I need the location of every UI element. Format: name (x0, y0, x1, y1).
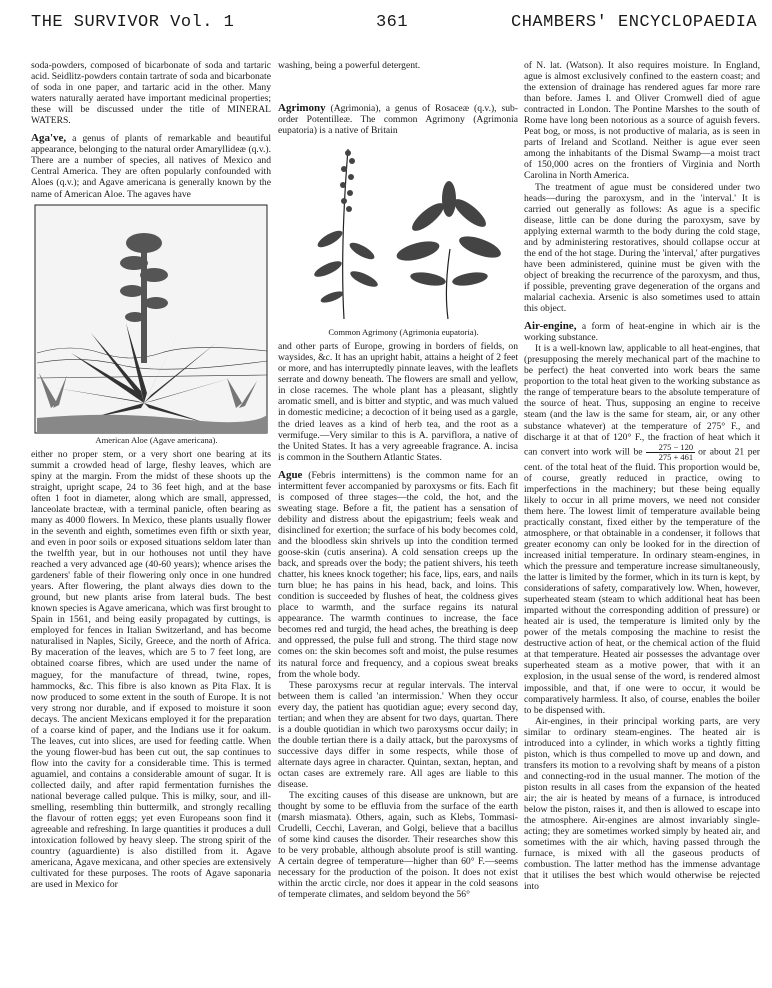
column-3 (524, 60, 760, 892)
fraction-numerator: 275 − 120 (646, 443, 696, 453)
ague-paragraph-3: The exciting causes of this disease are unknown, but are thought by some to be effluvia from the surface of the earth (marsh miasmata). Others, again, such as Klebs, Tommasi-Crudelli, Cecchi, Laveran, and Golgi, believe that a bacillus of some kind causes the disorder. Their researches show this to be very probable, although absolute proof is still wanting. A certain degree of temperature—higher than 60° F.—seems necessary for the production of the poison. It does not exist within the arctic circle, nor does it appear in the cold seasons of temperate climates, and seldom beyond the 56° (278, 790, 518, 901)
agrimony-headword: Agrimony (278, 102, 326, 115)
fraction-denominator: 275 + 461 (658, 451, 694, 462)
page-number: 361 (375, 13, 409, 32)
air-engine-law-text-cont: or about 21 per cent. of the total heat of the fluid. This proportion would be, of course, greatly reduced in practice, owing to imperfections in the machinery; but these being equally likely to occur in all prime movers, we need not consider them here. The lowest limit of temperature available being practically constant, fixed either by the temperature of the atmosphere, or that obtainable in a condenser, it follows that greater economy can only be looked for in the direction of increased initial temperature. In ordinary steam-engines, in which the pressure and temperature increase simultaneously, the latter is limited by the former, which in its turn is kept, by considerations of safety, comparatively low. When, however, superheated steam (steam to which additional heat has been imparted without the corresponding addition of pressure) or heated air is used, the temperature is limited only by the power of the metals composing the machine to resist the destructive action of heat, or the chemical action of the fluid at that temperature. Heated air possesses the advantage over superheated steam as a motive power, that with it an explosion, in the usual sense of the word, is rendered almost impossible, and that, if one were to occur, it would be comparatively harmless. It also, of course, enables the boiler to be dispensed with. (524, 446, 760, 716)
agave-continued: either no proper stem, or a very short one bearing at its summit a crowded head of large, fleshy leaves, which are spiny at the margin. From the midst of these shoots up the straight, upright scape, 24 to 36 feet high, and at the base often 1 foot in diameter, along which are small, appressed, lanceolate bracteæ, with a terminal panicle, often bearing as many as 4000 flowers. In Mexico, these plants usually flower in the seventh and eighth, sometimes even fifth or sixth year, and even in poor soils or exposed situations seldom later than the twelfth year, but in our hothouses not until they have reached a very advanced age (40-60 years); whence arises the gardeners' fable of their flowering only once in one hundred years. After flowering, the plant always dies down to the ground, but new plants arise from lateral buds. The best known species is Agave americana, which was first brought to Spain in 1561, and being easily propagated by cuttings, is employed for fences in Italian Switzerland, and has become naturalised in Naples, Sicily, Greece, and the north of Africa. By maceration of the leaves, which are 5 to 7 feet long, are obtained coarse fibres, which are used under the name of maguey, for the manufacture of thread, twine, ropes, hammocks, &c. This fibre is also known as Pita Flax. It is now produced to some extent in the south of Europe. It is not very strong nor durable, and if exposed to moisture it soon decays. The ancient Mexicans employed it for the preparation of a coarse kind of paper, and the Indians use it for oakum. The leaves, cut into slices, are used for feeding cattle. When the young flower-bud has been cut out, the sap continues to flow into the cavity for a considerable time. This is termed aguamiel, and contains a considerable amount of sugar. It is collected daily, and after rapid fermentation furnishes the national beverage called pulque. This is milky, sour, and ill-smelling, resembling thin buttermilk, and strongly recalling the flavour of rotten eggs; yet even Europeans soon find it agreeable and refreshing. In large quantities it produces a dull intoxication followed by heavy sleep. The strong spirit of the country (aguardiente) is also distilled from it. Agave americana, Agave mexicana, and other species are extensively cultivated for these purposes. The roots of Agave saponaria are used in Mexico for (31, 448, 271, 891)
running-header-right: CHAMBERS' ENCYCLOPAEDIA (511, 13, 758, 32)
air-engine-entry (524, 321, 760, 343)
ague-continued: of N. lat. (Watson). It also requires moisture. In England, ague is almost exclusively confined to the eastern coast; and the extension of drainage has rendered agues far more rare than before. James I. and Oliver Cromwell died of ague contracted in London. The Pontine Marshes to the south of Rome have long been notorious as a source of aguish fevers. Peat bog, or moss, is not productive of malaria, as is seen in parts of Ireland and Scotland. Neither is ague ever seen among the inhabitants of the Dismal Swamp—a moist tract of 150,000 acres on the frontiers of Virginia and North Carolina in North America. (524, 60, 760, 182)
air-engine-paragraph-2 (524, 343, 760, 716)
column-1 (31, 60, 271, 890)
ague-headword: Ague (278, 468, 303, 481)
ague-paragraph-2: These paroxysms recur at regular intervals. The interval between them is called 'an intermission.' When they occur every day, the patient has quotidian ague; every second day, tertian; and when they are absent for two days, quartan. There is a double quotidian in which two paroxysms occur daily; in the double tertian there is a daily attack, but the paroxysms of successive days differ in some respects, while those of alternate days agree in character. Quintan, sextan, heptan, and octan cases are extremely rare. All ages are liable to this disease. (278, 679, 518, 791)
agave-intro: a genus of plants of remarkable and beautiful appearance, belonging to the natural order Amaryllideæ (q.v.). There are a number of species, all natives of Mexico and Central America. They are often popularly confounded with Aloes (q.v.); and Agave americana is generally known by the name of American Aloe. The agaves have (31, 133, 271, 200)
agave-caption: American Aloe (Agave americana). (95, 434, 218, 445)
agave-illustration (31, 203, 271, 435)
air-engine-intro: a form of heat-engine in which air is the working substance. (524, 321, 760, 344)
agrimony-entry (278, 103, 518, 136)
air-engine-paragraph-3: Air-engines, in their principal working parts, are very similar to ordinary steam-engines. The heated air is introduced into a cylinder, in which works a tightly fitting piston, which is thus compelled to move up and down, and transfers its motion to a revolving shaft by means of a piston and connecting-rod in the usual manner. The motion of the piston results in all cases from the expansion of the heated air; the air is heated by means of a furnace, is introduced below the piston, raises it, and then is allowed to escape into the atmosphere. Air-engines are almost invariably single-acting; they are sometimes worked simply by heated air, and sometimes with the air which, having passed through the furnace, is mixed with all the gaseous products of combustion. The latter method has the immense advantage that it utilises the best which would otherwise be rejected into (524, 715, 760, 893)
agave-entry (31, 133, 271, 199)
agrimony-illustration (278, 139, 518, 327)
column-2 (278, 60, 518, 901)
agrimony-caption: Common Agrimony (Agrimonia eupatoria). (328, 327, 479, 338)
air-engine-headword: Air-engine, (524, 320, 577, 333)
agrimony-continued: and other parts of Europe, growing in borders of fields, on waysides, &c. It has an upright habit, attains a height of 2 feet or more, and has interruptedly pinnate leaves, with the leaflets serrate and downy beneath. The flowers are small and yellow, in close racemes. The whole plant has a pleasant, slightly aromatic smell, and is bitter and styptic, and was much valued in domestic medicine; a decoction of it being used as a gargle, the dried leaves as a kind of herb tea, and the root as a vermifuge.—Very similar to this is A. parviflora, a native of the United States. It has a very agreeable fragrance. A. incisa is common in the Southern Atlantic States. (278, 341, 518, 463)
soda-paragraph: soda-powders, composed of bicarbonate of soda and tartaric acid. Seidlitz-powders contain tartrate of soda and bicarbonate of soda in one paper, and tartaric acid in the other. Many waters naturally aerated have important medicinal properties; these will be discussed under the title of MINERAL WATERS. (31, 60, 271, 127)
agave-figure (31, 203, 271, 446)
ague-intro: (Febris intermittens) is the common name for an intermittent fever accompanied by paroxysms or fits. Each fit is composed of three stages—the cold, the hot, and the sweating stage. Before a fit, the patient has a sensation of debility and distress about the epigastrium; feels weak and disinclined for exertion; the surface of his body becomes cold, and the bloodless skin shrivels up into the condition termed goose-skin (cutis anserina). A cold sensation creeps up the back, and spreads over the body; the patient shivers, his teeth chatter, his knees knock together; his face, lips, ears, and nails turn blue; he has pains in his head, back, and loins. This condition is succeeded by flushes of heat, the coldness gives place to warmth, and the surface regains its natural appearance. The warmth continues to increase, the face becomes red and turgid, the head aches, the breathing is deep and oppressed, the pulse full and strong. The third stage now comes on: the skin becomes soft and moist, the pulse resumes its natural force and frequency, and a copious sweat breaks from the whole body. (278, 469, 518, 680)
running-header-left: THE SURVIVOR Vol. 1 (31, 13, 235, 32)
agave-headword: Aga've, (31, 132, 67, 145)
air-engine-law-text: It is a well-known law, applicable to all heat-engines, that (presupposing the merely mechanical part of the machine to be perfect) the heat converted into work bears the same proportion to the total heat given to the working substance as the range of temperature bears to the absolute temperature of the source of heat. Thus, supposing an engine to receive steam (and the law is the same for steam, air, or any other substance whatever) at the temperature of 275° F., and discharge it at that of 120° F., the fraction of heat which it can convert into work will be (524, 343, 760, 458)
washing-line: washing, being a powerful detergent. (278, 60, 421, 71)
ague-entry (278, 470, 518, 680)
agrimony-figure (278, 139, 518, 338)
ague-treatment: The treatment of ague must be considered under two heads—during the paroxysm, and in the 'interval.' It is carried out generally as follows: As ague is a specific disease, little can be done during the paroxysm, save by applying external warmth to the body during the cold stage, and by administering restoratives, should collapse occur at the end of the hot stage. During the 'interval,' after purgatives have been administered, quinine must be given with the object of breaking the recurrence of the paroxysm, and thus, if possible, preventing grave degeneration of the organs and malarial cachexia. Arsenic is also sometimes used to attain this object. (524, 181, 760, 315)
efficiency-fraction (646, 443, 696, 462)
agrimony-intro: (Agrimonia), a genus of Rosaceæ (q.v.), sub-order Potentilleæ. The common Agrimony (Agrimonia eupatoria) is a native of Britain (278, 103, 518, 137)
